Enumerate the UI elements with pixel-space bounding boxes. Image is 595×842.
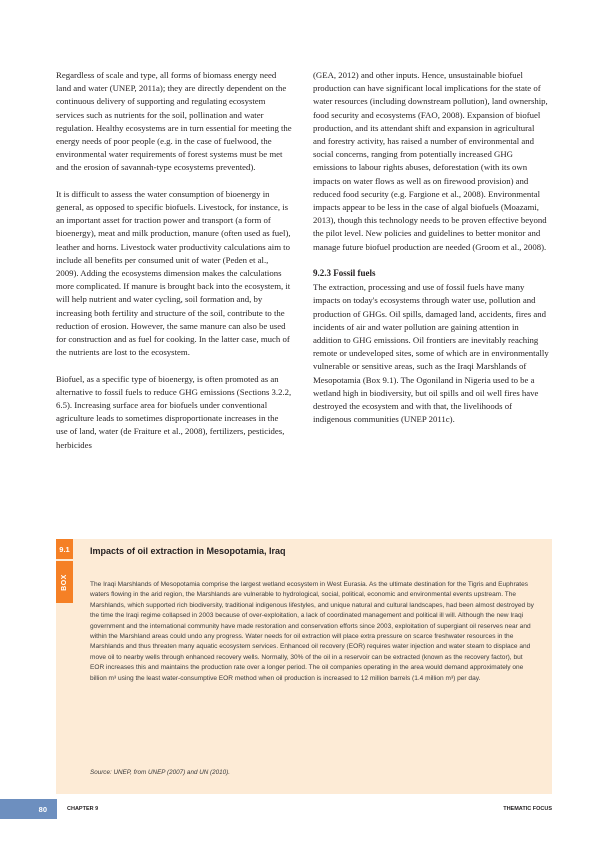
info-box xyxy=(56,539,552,794)
section-heading: 9.2.3 Fossil fuels xyxy=(313,268,376,279)
paragraph: Regardless of scale and type, all forms of biomass energy need land and water (UNEP, 2011a); they are directly dependent on the continuous delivery of supporting and regulating ecosystem services such as nutrients for the soil, pollination and water regulation. Healthy ecosystems are in turn essential for meeting the energy needs of poor people (e.g. in the case of fuelwood, the environmental water requirements of forest systems must be met and the erosion of savannah-type ecosystems prevented). xyxy=(56,70,292,173)
paragraph: Biofuel, as a specific type of bioenergy, is often promoted as an alternative to fossil fuels to reduce GHG emissions (Sections 3.2.2, 6.5). Increasing surface area for biofuels under conventional agriculture leads to sometimes disproportionate increases in the use of land, water (de Fraiture et al., 2008), fertilizers, pesticides, herbicides xyxy=(56,373,292,450)
box-body: The Iraqi Marshlands of Mesopotamia comprise the largest wetland ecosystem in West Eurasia. As the ultimate destination for the Tigris and Euphrates waters flowing in the arid region, the Marshlands are vulnerable to hydrological, social, political, economic and environmental events upstream. The Marshlands, which supported rich biodiversity, traditional indigenous lifestyles, and unique natural and cultural landscapes, had been almost destroyed by the time the Iraqi regime collapsed in 2003 because of over-exploitation, a lack of coordinated management and political ill will. Although the new Iraqi government and the international community have made restoration and conservation efforts since 2003, exploitation of supergiant oil reserves near and within the Marshland areas could undo any progress. Water needs for oil extraction will place extra pressure on scarce freshwater resources in the Marshlands and thus threaten many aquatic ecosystem services. Enhanced oil recovery (EOR) requires water injection and water steam to displace and move oil to nearby wells through enhanced recovery wells. Normally, 30% of the oil in a reservoir can be extracted (known as the recovery factor), but EOR increases this and maintains the production rate over a longer period. The oil companies operating in the area would demand approximately one billion m³ using the least water-consumptive EOR method when oil production is increased to 12 million barrels (1.4 million m³) per day. xyxy=(90,581,534,682)
chapter-label: CHAPTER 9 xyxy=(67,806,99,812)
box-title: Impacts of oil extraction in Mesopotamia, Iraq xyxy=(90,546,286,556)
box-label: BOX xyxy=(60,573,68,591)
paragraph: It is difficult to assess the water consumption of bioenergy in general, as opposed to specific biofuels. Livestock, for instance, is an important asset for traction power and transport (a form of bioenergy), meat and milk production, manure (often used as fuel), leather and horns. Livestock water productivity calculations aim to include all benefits per consumed unit of water (Peden et al., 2009). Adding the ecosystems dimension makes the calculations more complicated. If manure is brought back into the ecosystem, it will help nutrient and water cycling, soil formation and, by increasing both fertility and structure of the soil, contribute to the reduction of erosion. However, the same manure can also be used for construction and as fuel for cooking. In the latter case, much of the nutrients are lost to the ecosystem. xyxy=(56,188,291,358)
box-label-tab xyxy=(56,561,73,603)
paragraph: (GEA, 2012) and other inputs. Hence, unsustainable biofuel production can have significant local implications for the state of water resources (including downstream pollution), land ownership, food security and ecosystems (FAO, 2008). Expansion of biofuel production, and its attendant shift and expansion in agricultural and forestry activity, has raised a number of environmental and social concerns, ranging from potentially increased GHG emissions to labour rights abuses, deforestation (with its own impacts on water flows as well as on firewood provision) and reduced food security (e.g. Fargione et al., 2008). Environmental impacts appear to be less in the case of algal biofuels (Moazami, 2013), though this technology needs to be proven effective beyond the pilot level. New policies and guidelines to better monitor and manage future biofuel production are needed (Groom et al., 2008). xyxy=(313,70,548,252)
left-text-column xyxy=(56,69,292,465)
box-source: Source: UNEP, from UNEP (2007) and UN (2010). xyxy=(90,769,230,776)
page-number: 80 xyxy=(0,799,57,819)
right-text-column xyxy=(313,69,549,440)
box-number: 9.1 xyxy=(56,539,73,559)
paragraph: The extraction, processing and use of fossil fuels have many impacts on today's ecosystems through water use, pollution and production of GHGs. Oil spills, damaged land, accidents, fires and incidents of air and water pollution are gaining attention in addition to GHG emissions. Oil frontiers are inevitably reaching remote or undeveloped sites, some of which are in environmentally vulnerable or sensitive areas, such as the Iraqi Marshlands of Mesopotamia (Box 9.1). The Ogoniland in Nigeria used to be a wetland high in biodiversity, but oil spills and oil well fires have destroyed the ecosystem and with that, the livelihoods of indigenous communities (UNEP 2011c). xyxy=(313,282,549,425)
section-label: THEMATIC FOCUS xyxy=(503,806,552,812)
